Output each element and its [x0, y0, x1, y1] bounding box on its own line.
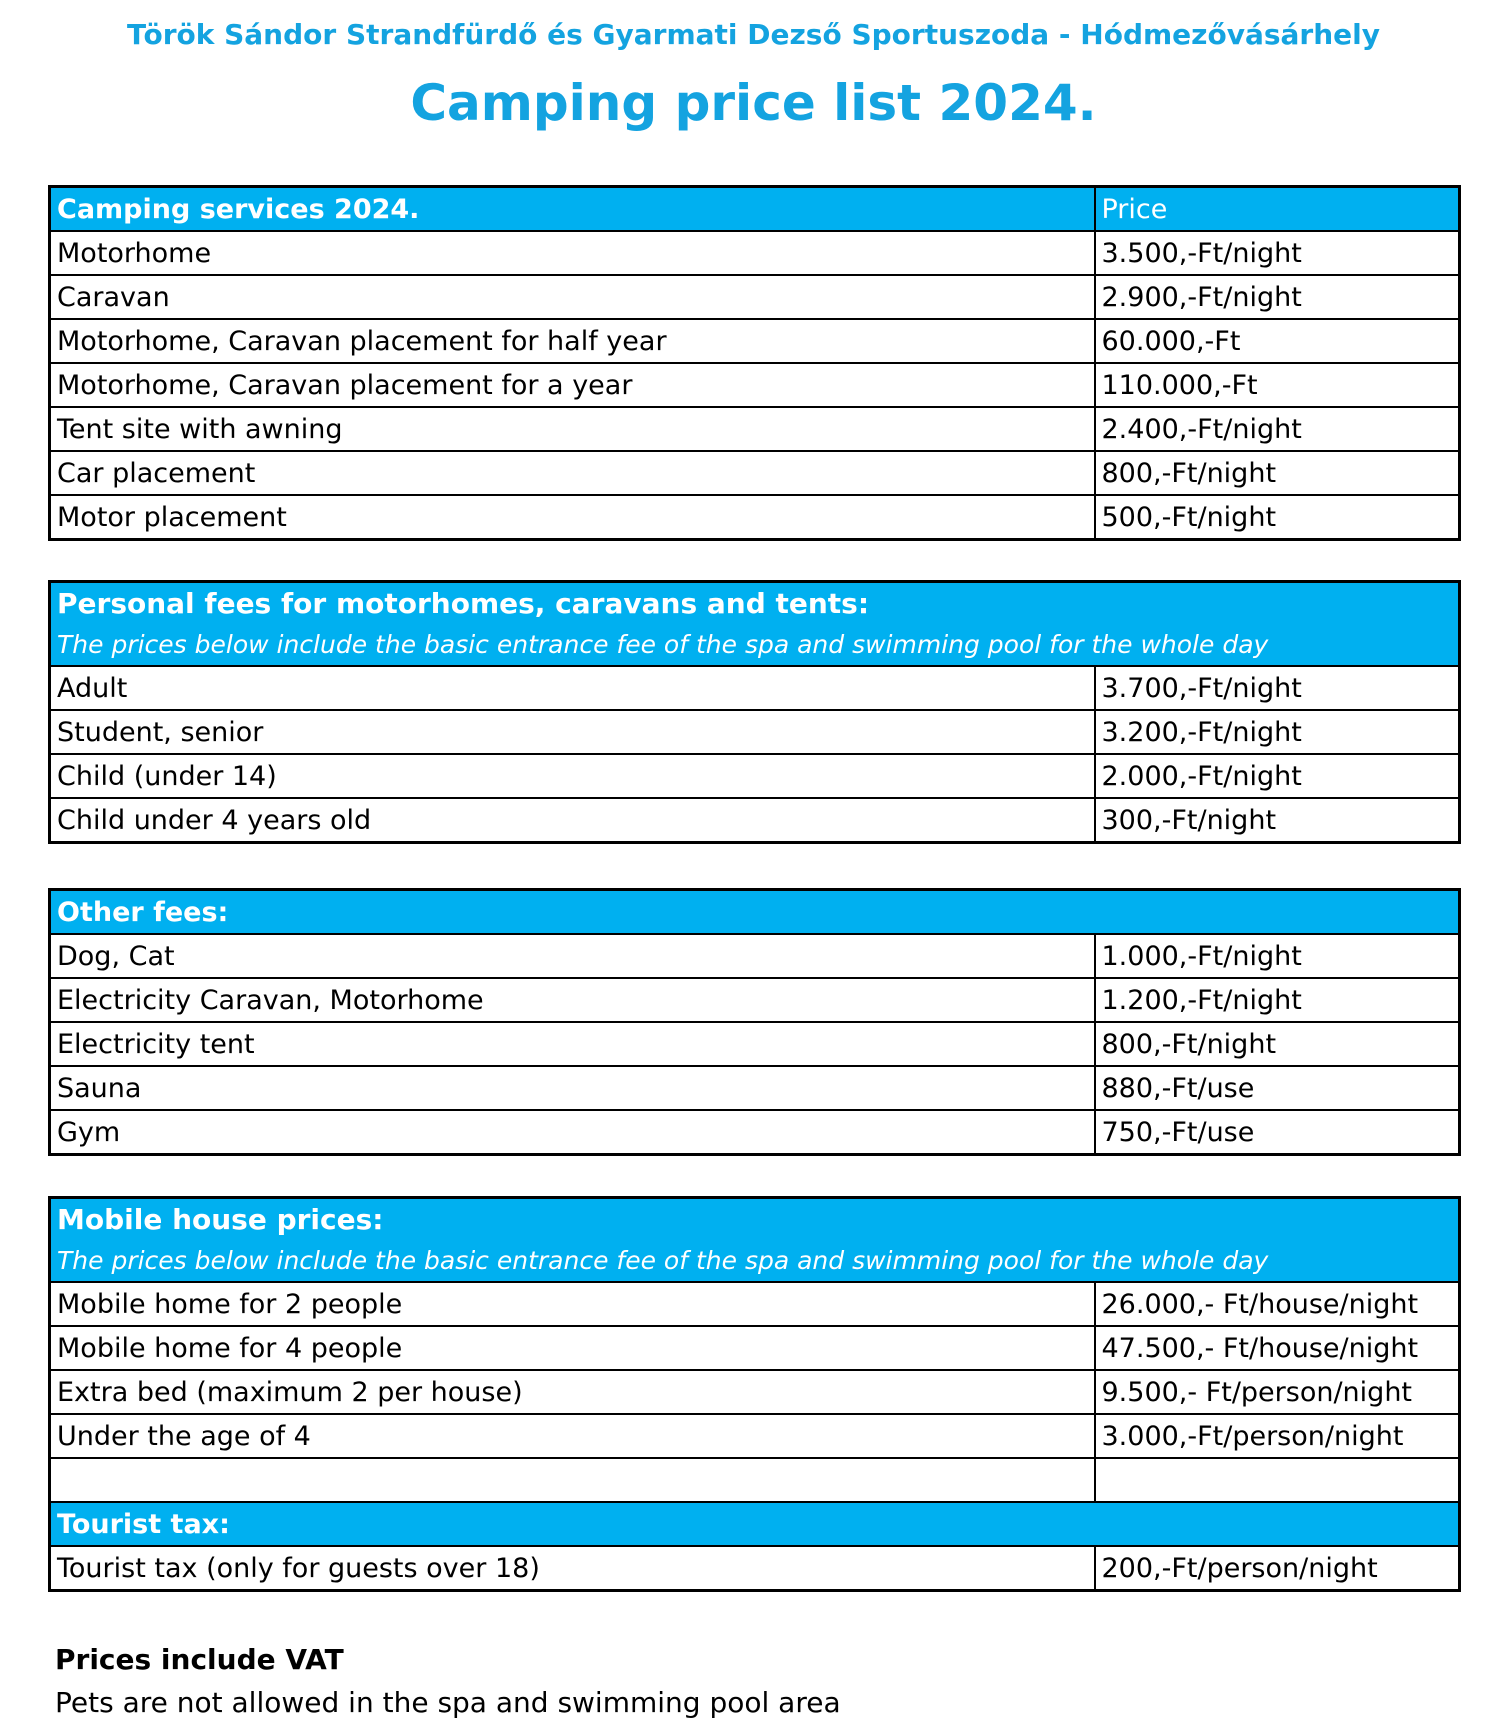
section-header: [50, 1198, 1460, 1283]
table-row: [50, 1282, 1460, 1326]
fee-name: Dog, Cat: [50, 934, 1095, 978]
house-name: Under the age of 4: [50, 1414, 1095, 1458]
table-row: [50, 754, 1460, 798]
fee-price: 2.000,-Ft/night: [1095, 754, 1460, 798]
service-name: Tent site with awning: [50, 407, 1095, 451]
service-price: 500,-Ft/night: [1095, 495, 1460, 540]
vat-note: Prices include VAT: [55, 1643, 344, 1676]
table-row: [50, 1370, 1460, 1414]
table-row: [50, 1066, 1460, 1110]
fee-price: 1.000,-Ft/night: [1095, 934, 1460, 978]
table-row: [50, 319, 1460, 363]
service-name: Motorhome: [50, 231, 1095, 275]
fee-price: 750,-Ft/use: [1095, 1110, 1460, 1155]
service-name: Motorhome, Caravan placement for half year: [50, 319, 1095, 363]
service-price: 110.000,-Ft: [1095, 363, 1460, 407]
table-row: [50, 1414, 1460, 1458]
pets-note: Pets are not allowed in the spa and swimming pool area: [55, 1686, 841, 1719]
house-price: 3.000,-Ft/person/night: [1095, 1414, 1460, 1458]
section-title: Camping services 2024.: [50, 187, 1095, 232]
empty-row: [50, 1458, 1460, 1502]
section-title: Personal fees for motorhomes, caravans and tents:: [57, 587, 870, 620]
table-row: [50, 710, 1460, 754]
service-name: Caravan: [50, 275, 1095, 319]
service-price: 800,-Ft/night: [1095, 451, 1460, 495]
service-price: 2.400,-Ft/night: [1095, 407, 1460, 451]
other-fees-table: [48, 888, 1461, 1156]
section-subtitle: The prices below include the basic entrance fee of the spa and swimming pool for the whole day: [57, 630, 1269, 659]
section-header: [50, 582, 1460, 667]
mobile-house-table: [48, 1196, 1461, 1592]
page-title: Camping price list 2024.: [410, 74, 1097, 132]
house-price: 9.500,- Ft/person/night: [1095, 1370, 1460, 1414]
service-name: Motor placement: [50, 495, 1095, 540]
fee-price: 800,-Ft/night: [1095, 1022, 1460, 1066]
table-header-row: [50, 582, 1460, 667]
table-row: [50, 363, 1460, 407]
table-row: [50, 1110, 1460, 1155]
table-row: [50, 231, 1460, 275]
house-name: Extra bed (maximum 2 per house): [50, 1370, 1095, 1414]
fee-name: Gym: [50, 1110, 1095, 1155]
table-row: [50, 978, 1460, 1022]
table-row: [50, 1326, 1460, 1370]
house-price: 47.500,- Ft/house/night: [1095, 1326, 1460, 1370]
fee-name: Sauna: [50, 1066, 1095, 1110]
house-price: 26.000,- Ft/house/night: [1095, 1282, 1460, 1326]
fee-price: 1.200,-Ft/night: [1095, 978, 1460, 1022]
fee-name: Student, senior: [50, 710, 1095, 754]
tax-name: Tourist tax (only for guests over 18): [50, 1546, 1095, 1591]
fee-price: 880,-Ft/use: [1095, 1066, 1460, 1110]
house-name: Mobile home for 2 people: [50, 1282, 1095, 1326]
fee-name: Adult: [50, 666, 1095, 710]
table-row: [50, 934, 1460, 978]
section-subtitle: The prices below include the basic entrance fee of the spa and swimming pool for the whole day: [57, 1246, 1269, 1275]
table-row: [50, 1022, 1460, 1066]
tax-price: 200,-Ft/person/night: [1095, 1546, 1460, 1591]
table-header-row: [50, 187, 1460, 232]
fee-name: Electricity Caravan, Motorhome: [50, 978, 1095, 1022]
service-price: 60.000,-Ft: [1095, 319, 1460, 363]
service-name: Motorhome, Caravan placement for a year: [50, 363, 1095, 407]
fee-price: 3.700,-Ft/night: [1095, 666, 1460, 710]
section-title: Other fees:: [50, 890, 1460, 935]
section-title: Tourist tax:: [50, 1502, 1460, 1546]
table-row: [50, 275, 1460, 319]
empty-cell: [1095, 1458, 1460, 1502]
empty-cell: [50, 1458, 1095, 1502]
table-header-row: [50, 1198, 1460, 1283]
section-title: Mobile house prices:: [57, 1203, 384, 1236]
fee-name: Electricity tent: [50, 1022, 1095, 1066]
service-name: Car placement: [50, 451, 1095, 495]
table-row: [50, 451, 1460, 495]
organization-name: Török Sándor Strandfürdő és Gyarmati Dezső Sportuszoda - Hódmezővásárhely: [127, 18, 1380, 51]
table-header-row: [50, 1502, 1460, 1546]
service-price: 3.500,-Ft/night: [1095, 231, 1460, 275]
price-column-header: Price: [1095, 187, 1460, 232]
table-row: [50, 666, 1460, 710]
table-row: [50, 495, 1460, 540]
table-row: [50, 798, 1460, 843]
fee-price: 300,-Ft/night: [1095, 798, 1460, 843]
service-price: 2.900,-Ft/night: [1095, 275, 1460, 319]
table-row: [50, 1546, 1460, 1591]
fee-price: 3.200,-Ft/night: [1095, 710, 1460, 754]
house-name: Mobile home for 4 people: [50, 1326, 1095, 1370]
fee-name: Child under 4 years old: [50, 798, 1095, 843]
fee-name: Child (under 14): [50, 754, 1095, 798]
table-row: [50, 407, 1460, 451]
personal-fees-table: [48, 580, 1461, 844]
camping-services-table: [48, 185, 1461, 541]
table-header-row: [50, 890, 1460, 935]
